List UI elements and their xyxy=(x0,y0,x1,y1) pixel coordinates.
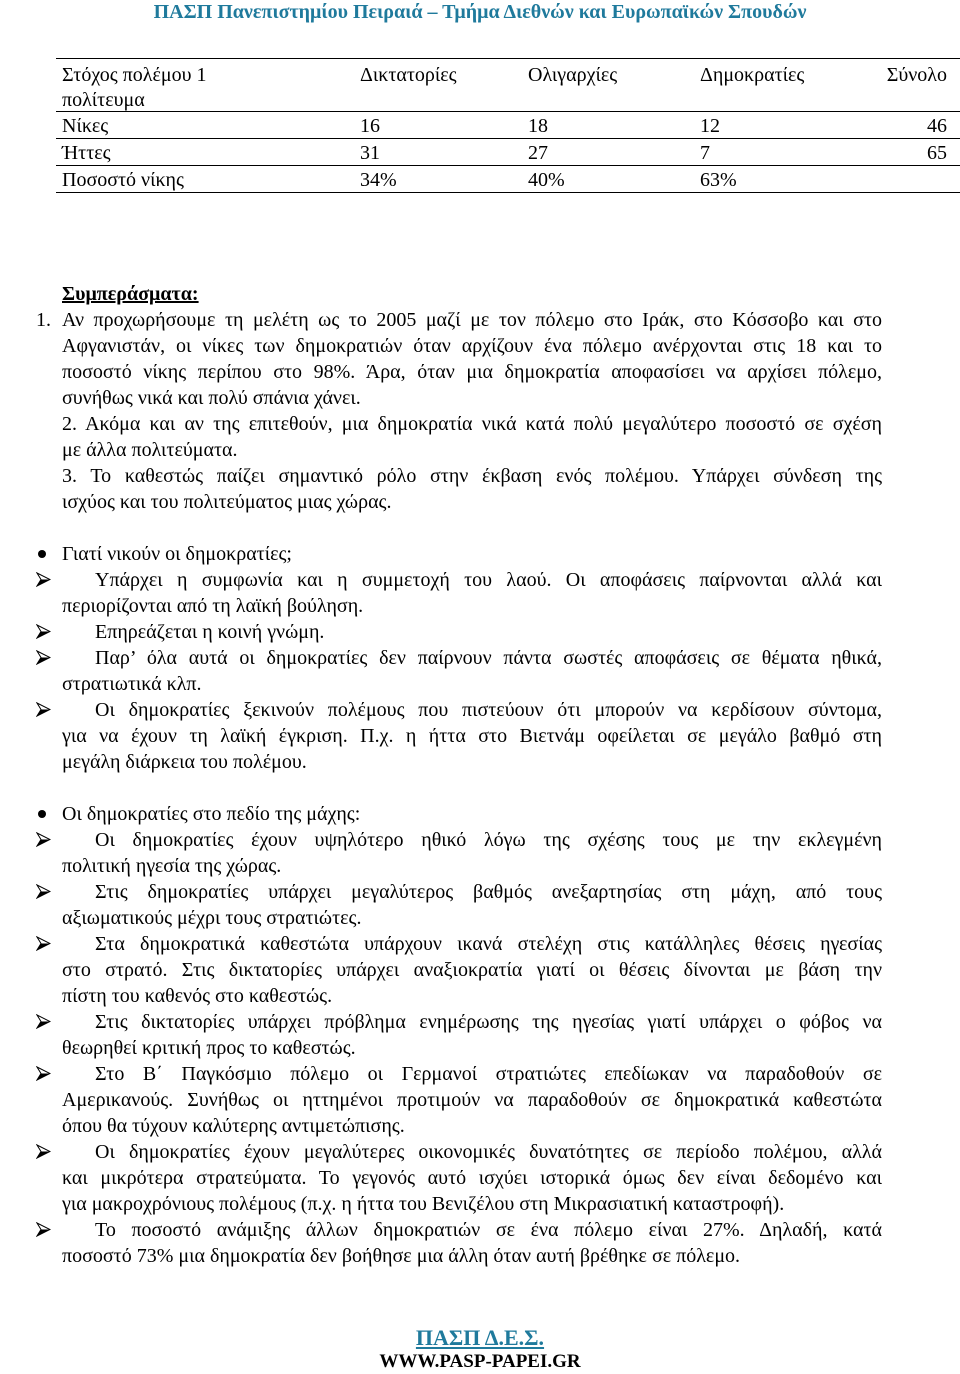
section-heading-item xyxy=(62,541,882,567)
reason-point xyxy=(62,567,882,619)
table-header-cell: Ολιγαρχίες xyxy=(528,64,618,86)
conclusion-item xyxy=(36,307,882,411)
footer-organization xyxy=(0,1324,960,1352)
text-line: ποσοστό 73% μια δημοκρατία δεν βοήθησε μια άλλη όταν αυτή βρέθηκε σε πόλεμο. xyxy=(62,1245,741,1267)
page-header-title: ΠΑΣΠ Πανεπιστημίου Πειραιά – Τμήμα Διεθνών και Ευρωπαϊκών Σπουδών xyxy=(153,1,807,23)
text-line: Επηρεάζεται η κοινή γνώμη. xyxy=(95,621,325,643)
arrowhead-bullet-icon xyxy=(36,572,51,587)
table-row-label: Νίκες xyxy=(62,115,109,137)
text-line: περιορίζονται από τη λαϊκή βούληση. xyxy=(62,595,364,617)
battlefield-point xyxy=(62,1139,882,1217)
battlefield-point xyxy=(62,931,882,1009)
text-line: στο στρατό. Στις δικτατορίες υπάρχει αναξιοκρατία γιατί οι θέσεις δίνονται με βάση την xyxy=(62,959,882,981)
table-cell: 18 xyxy=(528,115,548,137)
battlefield-point xyxy=(62,879,882,931)
text-line: Αν προχωρήσουμε τη μελέτη ως το 2005 μαζί με τον πόλεμο στο Ιράκ, στο Κόσσοβο και στο xyxy=(62,309,882,331)
table-row xyxy=(56,165,960,193)
war-outcome-table xyxy=(56,58,960,193)
spacer xyxy=(0,515,960,541)
text-line: Το ποσοστό ανάμιξης άλλων δημοκρατιών σε ένα πόλεμο είναι 27%. Δηλαδή, κατά xyxy=(95,1219,882,1241)
arrowhead-bullet-icon xyxy=(36,702,51,717)
text-line: πολιτική ηγεσία της χώρας. xyxy=(62,855,282,877)
conclusion-item xyxy=(62,411,882,463)
text-line: όπου θα τύχουν καλύτερης αντιμετώπισης. xyxy=(62,1115,405,1137)
battlefield-point xyxy=(62,1009,882,1061)
text-line: μεγάλη διάρκεια του πολέμου. xyxy=(62,751,307,773)
section-heading-item xyxy=(62,801,882,827)
battlefield-point xyxy=(62,1217,882,1269)
bullet-icon xyxy=(38,550,46,558)
table-cell: 27 xyxy=(528,142,548,164)
text-line: Στα δημοκρατικά καθεστώτα υπάρχουν ικανά στελέχη στις κατάλληλες θέσεις ηγεσίας xyxy=(95,933,882,955)
arrowhead-bullet-icon xyxy=(36,1014,51,1029)
reason-point xyxy=(62,697,882,775)
spacer xyxy=(0,775,960,801)
text-line: και μικρότερα στρατεύματα. Το γεγονός αυτό ισχύει ιστορικά όμως δεν είναι δεδομένο και xyxy=(62,1167,882,1189)
text-line xyxy=(62,411,882,437)
text-line-content: Ακόμα και αν της επιτεθούν, μια δημοκρατία νικά κατά πολύ μεγαλύτερο ποσοστό σε σχέση xyxy=(85,413,882,435)
reason-point xyxy=(62,645,882,697)
text-line: ισχύος και του πολιτεύματος μιας χώρας. xyxy=(62,491,392,513)
table-cell: 31 xyxy=(360,142,380,164)
arrowhead-bullet-icon xyxy=(36,1066,51,1081)
table-header-cell: Σύνολο xyxy=(886,64,947,86)
battlefield-point xyxy=(62,1061,882,1139)
arrowhead-bullet-icon xyxy=(36,650,51,665)
text-line: με άλλα πολιτεύματα. xyxy=(62,439,238,461)
list-number: 1. xyxy=(36,309,51,331)
table-row xyxy=(56,138,960,165)
arrowhead-bullet-icon xyxy=(36,1222,51,1237)
text-line: θεωρηθεί κριτική προς το καθεστώς. xyxy=(62,1037,356,1059)
list-number: 2. xyxy=(62,413,77,435)
conclusions-heading: Συμπεράσματα: xyxy=(62,283,199,305)
table-cell: 63% xyxy=(700,169,737,191)
text-line: Αφγανιστάν, οι νίκες των δημοκρατιών όταν αρχίζουν ένα πόλεμο ανέρχονται στις 18 και το xyxy=(62,335,882,357)
table-cell: 46 xyxy=(927,115,947,137)
text-line: Οι δημοκρατίες έχουν υψηλότερο ηθικό λόγω της σχέσης τους με την εκλεγμένη xyxy=(95,829,882,851)
text-line: Οι δημοκρατίες έχουν μεγαλύτερες οικονομικές δυνατότητες σε περίοδο πολέμου, αλλά xyxy=(95,1141,882,1163)
table-cell: 65 xyxy=(927,142,947,164)
table-cell: 16 xyxy=(360,115,380,137)
section-heading: Γιατί νικούν οι δημοκρατίες; xyxy=(62,543,292,565)
bullet-icon xyxy=(38,810,46,818)
text-line: ποσοστό νίκης περίπου στο 98%. Άρα, όταν μια δημοκρατία αποφασίσει να αρχίσει πόλεμο, xyxy=(62,361,882,383)
text-line xyxy=(62,463,882,489)
arrowhead-bullet-icon xyxy=(36,884,51,899)
text-line: Αμερικανούς. Συνήθως οι ηττημένοι προτιμούν να παραδοθούν σε δημοκρατικά καθεστώτα xyxy=(62,1089,882,1111)
table-corner-header-line: Στόχος πολέμου 1 xyxy=(62,64,207,86)
text-line-content: Το καθεστώς παίζει σημαντικό ρόλο στην έκβαση ενός πολέμου. Υπάρχει σύνδεση της xyxy=(90,465,883,487)
table-cell: 40% xyxy=(528,169,565,191)
section-heading: Οι δημοκρατίες στο πεδίο της μάχης: xyxy=(62,803,361,825)
arrowhead-bullet-icon xyxy=(36,624,51,639)
text-line: στρατιωτικά κλπ. xyxy=(62,673,202,695)
conclusions-heading-block xyxy=(62,281,882,307)
document-body xyxy=(0,281,960,1269)
text-line: για να έχουν τη λαϊκή έγκριση. Π.χ. η ήττα στο Βιετνάμ οφείλεται σε μεγάλο βαθμό στη xyxy=(62,725,882,747)
text-line: Οι δημοκρατίες ξεκινούν πολέμους που πιστεύουν ότι μπορούν να κερδίσουν σύντομα, xyxy=(95,699,882,721)
arrowhead-bullet-icon xyxy=(36,1144,51,1159)
text-line: Υπάρχει η συμφωνία και η συμμετοχή του λαού. Οι αποφάσεις παίρνονται αλλά και xyxy=(95,569,882,591)
table-header-row xyxy=(56,58,960,111)
text-line: αξιωματικούς μέχρι τους στρατιώτες. xyxy=(62,907,362,929)
table-row-label: Ήττες xyxy=(62,142,111,164)
table-header-cell: Δημοκρατίες xyxy=(700,64,805,86)
text-line: συνήθως νικά και πολύ σπάνια χάνει. xyxy=(62,387,361,409)
conclusion-item xyxy=(62,463,882,515)
arrowhead-bullet-icon xyxy=(36,832,51,847)
text-line: Στο Β΄ Παγκόσμιο πόλεμο οι Γερμανοί στρατιώτες επεδίωκαν να παραδοθούν σε xyxy=(95,1063,882,1085)
text-line: Στις δημοκρατίες υπάρχει μεγαλύτερος βαθμός ανεξαρτησίας στη μάχη, από τους xyxy=(95,881,882,903)
text-line: για μακροχρόνιους πολέμους (π.χ. η ήττα του Βενιζέλου στη Μικρασιατική καταστροφή). xyxy=(62,1193,785,1215)
battlefield-point xyxy=(62,827,882,879)
table-cell: 34% xyxy=(360,169,397,191)
footer-website: WWW.PASP-PAPEI.GR xyxy=(379,1351,581,1372)
table-cell: 7 xyxy=(700,142,710,164)
footer-organization-label: ΠΑΣΠ Δ.Ε.Σ. xyxy=(415,1325,545,1350)
table-cell: 12 xyxy=(700,115,720,137)
list-number: 3. xyxy=(62,465,77,487)
text-line: Στις δικτατορίες υπάρχει πρόβλημα ενημέρωσης της ηγεσίας γιατί υπάρχει ο φόβος να xyxy=(95,1011,882,1033)
arrowhead-bullet-icon xyxy=(36,936,51,951)
text-line: πίστη του καθενός στο καθεστώς. xyxy=(62,985,333,1007)
table-row xyxy=(56,111,960,138)
text-line: Παρ’ όλα αυτά οι δημοκρατίες δεν παίρνουν πάντα σωστές αποφάσεις σε θέματα ηθικά, xyxy=(95,647,882,669)
reason-point xyxy=(62,619,882,645)
table-row-label: Ποσοστό νίκης xyxy=(62,169,184,191)
table-corner-header xyxy=(62,63,207,113)
table-corner-header-line: πολίτευμα xyxy=(62,89,145,111)
table-header-cell: Δικτατορίες xyxy=(360,64,457,86)
